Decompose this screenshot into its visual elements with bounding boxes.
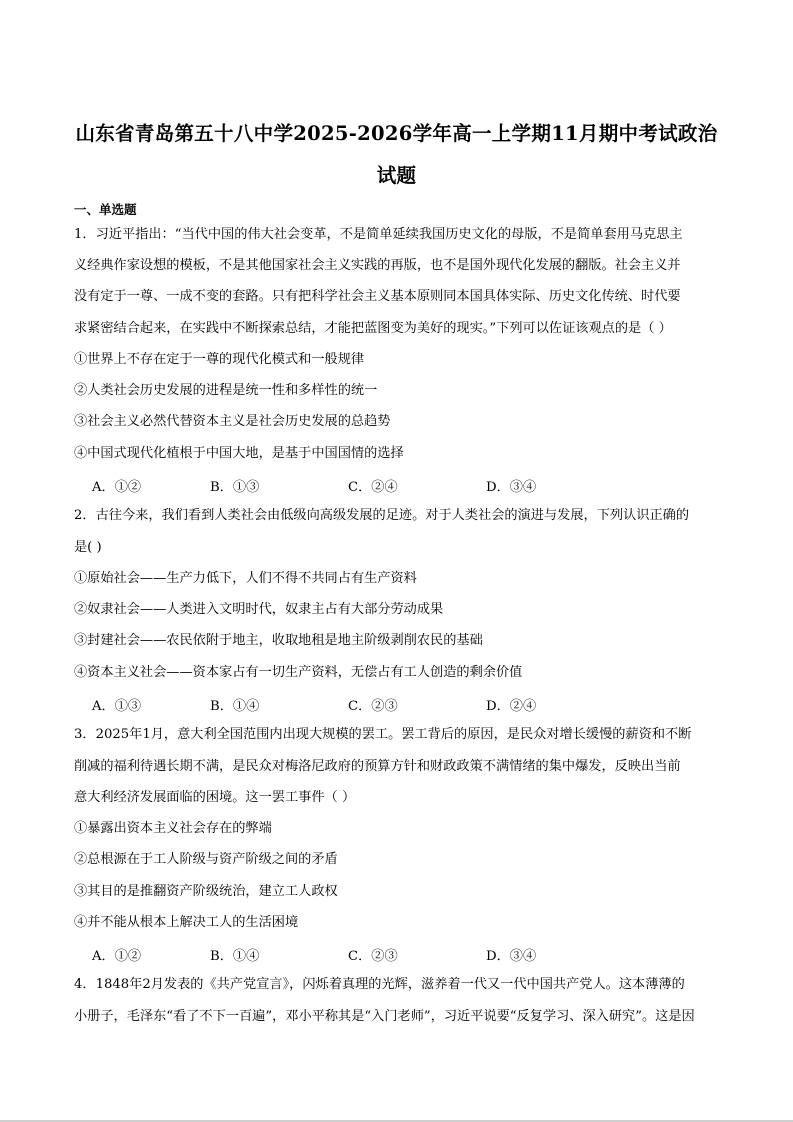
- option-a[interactable]: A．①②: [92, 480, 142, 495]
- option-b[interactable]: B．①④: [210, 949, 260, 964]
- question-1-statement: ①世界上不存在定于一尊的现代化模式和一般规律: [74, 352, 365, 367]
- question-1-text-line: 义经典作家设想的模板，不是其他国家社会主义实践的再版，也不是国外现代化发展的翻版。社会主义并: [74, 258, 681, 273]
- question-1-statement: ④中国式现代化植根于中国大地，是基于中国国情的选择: [74, 446, 404, 461]
- option-a[interactable]: A．①②: [92, 949, 142, 964]
- question-2-statement: ③封建社会——农民依附于地主，收取地租是地主阶级剥削农民的基础: [74, 633, 483, 648]
- question-2-statement: ②奴隶社会——人类进入文明时代，奴隶主占有大部分劳动成果: [74, 602, 444, 617]
- question-3-text-line: 削减的福利待遇长期不满，是民众对梅洛尼政府的预算方针和财政政策不满情绪的集中爆发，反映出当前: [74, 759, 681, 774]
- question-3-options: [74, 945, 724, 963]
- question-2-statement: ④资本主义社会——资本家占有一切生产资料，无偿占有工人创造的剩余价值: [74, 665, 523, 680]
- question-1-text-line: 没有定于一尊、一成不变的套路。只有把科学社会主义基本原则同本国具体实际、历史文化传统、时代要: [74, 289, 681, 304]
- option-c[interactable]: C．②③: [348, 949, 398, 964]
- question-4-text-line: 4．1848年2月发表的《共产党宣言》，闪烁着真理的光辉，滋养着一代又一代中国共产党人。这本薄薄的: [74, 977, 685, 992]
- question-1-text-line: 1．习近平指出：“当代中国的伟大社会变革，不是简单延续我国历史文化的母版，不是简单套用马克思主: [74, 227, 683, 242]
- option-b[interactable]: B．①③: [210, 480, 260, 495]
- question-1-options: [74, 476, 724, 494]
- option-b[interactable]: B．①④: [210, 699, 260, 714]
- option-d[interactable]: D．②④: [486, 699, 537, 714]
- option-a[interactable]: A．①③: [92, 699, 142, 714]
- option-c[interactable]: C．②③: [348, 699, 398, 714]
- question-3-statement: ②总根源在于工人阶级与资产阶级之间的矛盾: [74, 852, 338, 867]
- question-4-text-line: 小册子，毛泽东“看了不下一百遍”，邓小平称其是“入门老师”，习近平说要“反复学习、深入研究”。这是因: [74, 1009, 695, 1024]
- question-3-statement: ③其目的是推翻资产阶级统治，建立工人政权: [74, 884, 338, 899]
- document-title-line-2: 试题: [376, 164, 417, 187]
- document-title-line-1: 山东省青岛第五十八中学2025-2026学年高一上学期11月期中考试政治: [75, 122, 718, 145]
- question-3-statement: ④并不能从根本上解决工人的生活困境: [74, 915, 299, 930]
- question-1-statement: ②人类社会历史发展的进程是统一性和多样性的统一: [74, 383, 378, 398]
- section-heading: 一、单选题: [74, 202, 137, 217]
- question-2-statement: ①原始社会——生产力低下，人们不得不共同占有生产资料: [74, 571, 417, 586]
- question-2-text-line: 是( ): [74, 540, 102, 555]
- question-1-text-line: 求紧密结合起来，在实践中不断探索总结，才能把蓝图变为美好的现实。”下列可以佐证该观点的是（ ）: [74, 321, 672, 336]
- option-d[interactable]: D．③④: [486, 480, 537, 495]
- question-3-statement: ①暴露出资本主义社会存在的弊端: [74, 821, 272, 836]
- question-3-text-line: 3．2025年1月，意大利全国范围内出现大规模的罢工。罢工背后的原因，是民众对增长缓慢的薪资和不断: [74, 727, 692, 742]
- question-3-text-line: 意大利经济发展面临的困境。这一罢工事件（ ）: [74, 790, 356, 805]
- question-2-text-line: 2．古往今来，我们看到人类社会由低级向高级发展的足迹。对于人类社会的演进与发展，下列认识正确的: [74, 508, 690, 523]
- question-2-options: [74, 695, 724, 713]
- option-d[interactable]: D．③④: [486, 949, 537, 964]
- option-c[interactable]: C．②④: [348, 480, 398, 495]
- question-1-statement: ③社会主义必然代替资本主义是社会历史发展的总趋势: [74, 414, 391, 429]
